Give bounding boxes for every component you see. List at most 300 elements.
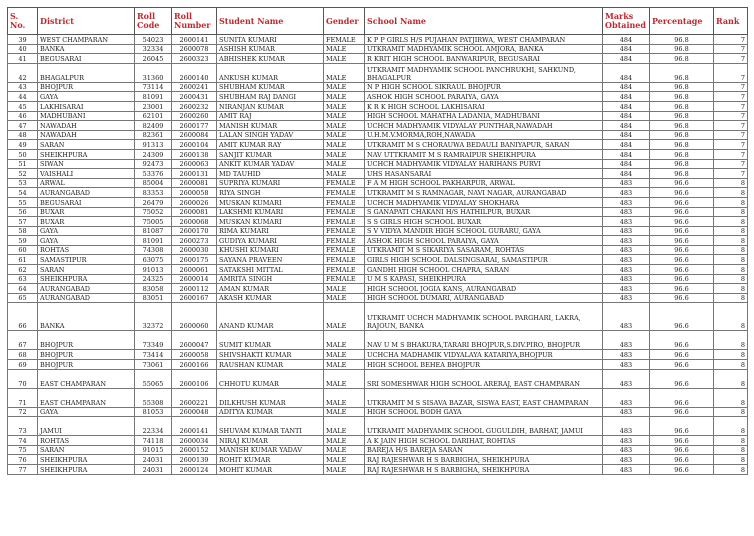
cell-rank: 7	[714, 111, 748, 121]
table-row	[8, 465, 748, 475]
cell-district: BEGUSARAI	[38, 197, 135, 207]
cell-district: EAST CHAMPARAN	[38, 369, 135, 388]
cell-sno: 60	[8, 245, 38, 255]
cell-district: ROHTAS	[38, 245, 135, 255]
cell-marks: 483	[603, 236, 650, 246]
cell-roll-number: 2600060	[172, 303, 217, 331]
cell-student-name: MANISH KUMAR YADAV	[217, 445, 324, 455]
cell-roll-number: 2600026	[172, 197, 217, 207]
cell-sno: 67	[8, 331, 38, 350]
cell-roll-number: 2600084	[172, 130, 217, 140]
cell-rank: 8	[714, 417, 748, 436]
cell-sno: 53	[8, 178, 38, 188]
cell-marks: 483	[603, 217, 650, 227]
table-body	[8, 35, 748, 475]
cell-marks: 483	[603, 417, 650, 436]
cell-gender: MALE	[324, 465, 365, 475]
cell-student-name: SUMIT KUMAR	[217, 331, 324, 350]
cell-rank: 8	[714, 265, 748, 275]
cell-rank: 7	[714, 92, 748, 102]
table-row	[8, 101, 748, 111]
table-row	[8, 121, 748, 131]
cell-percentage: 96.6	[650, 303, 714, 331]
cell-rank: 8	[714, 331, 748, 350]
header-rank: Rank	[714, 8, 748, 35]
cell-school-name: UCHCH MADHYAMIK VIDYALAY SHOKHARA	[365, 197, 603, 207]
cell-sno: 51	[8, 159, 38, 169]
cell-sno: 40	[8, 44, 38, 54]
cell-rank: 8	[714, 455, 748, 465]
cell-sno: 64	[8, 284, 38, 294]
cell-school-name: U M S KAPASI, SHEIKHPURA	[365, 274, 603, 284]
cell-sno: 77	[8, 465, 38, 475]
cell-marks: 484	[603, 101, 650, 111]
cell-gender: MALE	[324, 140, 365, 150]
cell-district: BHAGALPUR	[38, 63, 135, 82]
cell-student-name: MD TAUHID	[217, 169, 324, 179]
cell-school-name: UTKRAMIT M S SISAVA BAZAR, SISWA EAST, EAST CHAMPARAN	[365, 388, 603, 407]
cell-student-name: ANAND KUMAR	[217, 303, 324, 331]
cell-gender: FEMALE	[324, 188, 365, 198]
cell-gender: MALE	[324, 407, 365, 417]
cell-district: BUXAR	[38, 217, 135, 227]
header-percentage: Percentage	[650, 8, 714, 35]
cell-roll-code: 91313	[135, 140, 172, 150]
table-row	[8, 54, 748, 64]
cell-marks: 483	[603, 197, 650, 207]
cell-percentage: 96.6	[650, 360, 714, 370]
cell-roll-number: 2600152	[172, 445, 217, 455]
cell-school-name: GANDHI HIGH SCHOOL CHAPRA, SARAN	[365, 265, 603, 275]
cell-gender: MALE	[324, 445, 365, 455]
cell-marks: 484	[603, 44, 650, 54]
cell-roll-number: 2600058	[172, 188, 217, 198]
cell-roll-number: 2600431	[172, 92, 217, 102]
cell-student-name: KHUSHI KUMARI	[217, 245, 324, 255]
cell-student-name: ANKUSH KUMAR	[217, 63, 324, 82]
cell-district: BEGUSARAI	[38, 54, 135, 64]
cell-district: SARAN	[38, 265, 135, 275]
cell-roll-code: 23001	[135, 101, 172, 111]
table-row	[8, 360, 748, 370]
cell-school-name: HIGH SCHOOL BODH GAYA	[365, 407, 603, 417]
cell-gender: MALE	[324, 388, 365, 407]
cell-school-name: K P P GIRLS H/S PUJAHAN PATJIRWA, WEST CHAMPARAN	[365, 35, 603, 45]
cell-gender: FEMALE	[324, 274, 365, 284]
cell-gender: MALE	[324, 360, 365, 370]
cell-roll-number: 2600124	[172, 465, 217, 475]
table-header-row	[8, 8, 748, 35]
cell-roll-code: 91015	[135, 445, 172, 455]
cell-percentage: 96.6	[650, 207, 714, 217]
table-row	[8, 255, 748, 265]
cell-school-name: RAJ RAJESHWAR H S BARBIGHA, SHEIKHPURA	[365, 465, 603, 475]
cell-rank: 7	[714, 101, 748, 111]
cell-roll-number: 2600063	[172, 159, 217, 169]
cell-roll-code: 82409	[135, 121, 172, 131]
cell-percentage: 96.8	[650, 159, 714, 169]
cell-roll-code: 81091	[135, 236, 172, 246]
cell-district: SAMASTIPUR	[38, 255, 135, 265]
cell-district: SHEIKHPURA	[38, 455, 135, 465]
table-row	[8, 350, 748, 360]
cell-rank: 7	[714, 44, 748, 54]
cell-sno: 42	[8, 63, 38, 82]
cell-school-name: NAV U M S BHAKURA,TARARI BHOJPUR,S.DIV.PIRO, BHOJPUR	[365, 331, 603, 350]
cell-rank: 8	[714, 236, 748, 246]
table-row	[8, 63, 748, 82]
cell-roll-code: 73114	[135, 82, 172, 92]
cell-roll-number: 2600104	[172, 140, 217, 150]
cell-percentage: 96.8	[650, 82, 714, 92]
cell-rank: 8	[714, 303, 748, 331]
cell-student-name: MOHIT KUMAR	[217, 465, 324, 475]
cell-student-name: LALAN SINGH YADAV	[217, 130, 324, 140]
cell-district: SARAN	[38, 445, 135, 455]
cell-marks: 483	[603, 455, 650, 465]
cell-percentage: 96.8	[650, 35, 714, 45]
cell-rank: 8	[714, 284, 748, 294]
cell-district: EAST CHAMPARAN	[38, 388, 135, 407]
table-row	[8, 159, 748, 169]
cell-roll-code: 26479	[135, 197, 172, 207]
cell-roll-code: 73061	[135, 360, 172, 370]
cell-marks: 483	[603, 265, 650, 275]
cell-gender: FEMALE	[324, 35, 365, 45]
cell-marks: 483	[603, 255, 650, 265]
table-row	[8, 169, 748, 179]
cell-school-name: N P HIGH SCHOOL SIKRAUL BHOJPUR	[365, 82, 603, 92]
cell-student-name: SUPRIYA KUMARI	[217, 178, 324, 188]
cell-roll-number: 2600140	[172, 63, 217, 82]
cell-marks: 484	[603, 82, 650, 92]
cell-district: AURANGABAD	[38, 284, 135, 294]
cell-district: BHOJPUR	[38, 350, 135, 360]
cell-district: BHOJPUR	[38, 360, 135, 370]
cell-gender: MALE	[324, 293, 365, 303]
cell-gender: MALE	[324, 455, 365, 465]
cell-roll-code: 75005	[135, 217, 172, 227]
cell-district: SHEIKHPURA	[38, 274, 135, 284]
cell-roll-number: 2600260	[172, 111, 217, 121]
cell-marks: 483	[603, 188, 650, 198]
cell-roll-number: 2600048	[172, 407, 217, 417]
cell-district: GAYA	[38, 236, 135, 246]
cell-percentage: 96.6	[650, 388, 714, 407]
table-row	[8, 445, 748, 455]
cell-roll-number: 2600138	[172, 149, 217, 159]
cell-rank: 8	[714, 197, 748, 207]
cell-marks: 484	[603, 140, 650, 150]
table-row	[8, 226, 748, 236]
cell-sno: 72	[8, 407, 38, 417]
cell-district: BANKA	[38, 44, 135, 54]
cell-rank: 8	[714, 217, 748, 227]
cell-roll-code: 55308	[135, 388, 172, 407]
cell-gender: FEMALE	[324, 207, 365, 217]
cell-marks: 483	[603, 436, 650, 446]
cell-marks: 484	[603, 63, 650, 82]
cell-student-name: SUNITA KUMARI	[217, 35, 324, 45]
cell-roll-number: 2600175	[172, 255, 217, 265]
cell-district: SHEIKHPURA	[38, 149, 135, 159]
table-row	[8, 293, 748, 303]
cell-marks: 484	[603, 159, 650, 169]
cell-rank: 8	[714, 360, 748, 370]
cell-student-name: AMAN KUMAR	[217, 284, 324, 294]
cell-student-name: CHHOTU KUMAR	[217, 369, 324, 388]
cell-percentage: 96.6	[650, 455, 714, 465]
cell-student-name: ABHISHEK KUMAR	[217, 54, 324, 64]
cell-percentage: 96.6	[650, 284, 714, 294]
cell-roll-code: 82361	[135, 130, 172, 140]
header-school-name: School Name	[365, 8, 603, 35]
cell-school-name: RAJ RAJESHWAR H S BARBIGHA, SHEIKHPURA	[365, 455, 603, 465]
cell-gender: MALE	[324, 63, 365, 82]
cell-roll-code: 91013	[135, 265, 172, 275]
cell-student-name: DILKHUSH KUMAR	[217, 388, 324, 407]
cell-roll-code: 74308	[135, 245, 172, 255]
cell-rank: 7	[714, 169, 748, 179]
cell-student-name: AKASH KUMAR	[217, 293, 324, 303]
cell-roll-code: 32372	[135, 303, 172, 331]
cell-marks: 484	[603, 130, 650, 140]
cell-roll-number: 2600166	[172, 360, 217, 370]
cell-percentage: 96.6	[650, 436, 714, 446]
cell-student-name: NIRANJAN KUMAR	[217, 101, 324, 111]
cell-rank: 8	[714, 436, 748, 446]
cell-rank: 7	[714, 130, 748, 140]
table-row	[8, 236, 748, 246]
cell-rank: 8	[714, 274, 748, 284]
cell-school-name: K R K HIGH SCHOOL LAKHISARAI	[365, 101, 603, 111]
cell-percentage: 96.8	[650, 140, 714, 150]
cell-district: LAKHISARAI	[38, 101, 135, 111]
cell-gender: MALE	[324, 369, 365, 388]
cell-marks: 484	[603, 149, 650, 159]
cell-roll-number: 2600112	[172, 284, 217, 294]
cell-percentage: 96.6	[650, 445, 714, 455]
cell-percentage: 96.8	[650, 63, 714, 82]
cell-school-name: UTKRAMIT UCHCH MADHYAMIK SCHOOL PARGHARI, LAKRA, RAJOUN, BANKA	[365, 303, 603, 331]
cell-gender: FEMALE	[324, 245, 365, 255]
cell-school-name: SRI SOMESHWAR HIGH SCHOOL ARERAJ, EAST CHAMPARAN	[365, 369, 603, 388]
cell-marks: 483	[603, 178, 650, 188]
cell-marks: 483	[603, 350, 650, 360]
cell-school-name: HIGH SCHOOL DUMARI, AURANGABAD	[365, 293, 603, 303]
cell-roll-code: 83058	[135, 284, 172, 294]
cell-gender: MALE	[324, 44, 365, 54]
cell-marks: 483	[603, 293, 650, 303]
cell-student-name: MUSKAN KUMARI	[217, 217, 324, 227]
cell-marks: 483	[603, 226, 650, 236]
cell-gender: MALE	[324, 101, 365, 111]
cell-sno: 56	[8, 207, 38, 217]
cell-school-name: HIGH SCHOOL MAHATHA LADANIA, MADHUBANI	[365, 111, 603, 121]
cell-rank: 7	[714, 149, 748, 159]
cell-roll-number: 2600177	[172, 121, 217, 131]
cell-gender: FEMALE	[324, 265, 365, 275]
cell-student-name: MUSKAN KUMARI	[217, 197, 324, 207]
cell-percentage: 96.6	[650, 178, 714, 188]
cell-sno: 49	[8, 140, 38, 150]
cell-student-name: SHIVSHAKTI KUMAR	[217, 350, 324, 360]
cell-percentage: 96.6	[650, 407, 714, 417]
table-row	[8, 274, 748, 284]
header-roll-number: Roll Number	[172, 8, 217, 35]
cell-gender: MALE	[324, 303, 365, 331]
cell-percentage: 96.8	[650, 121, 714, 131]
cell-student-name: MANISH KUMAR	[217, 121, 324, 131]
cell-marks: 483	[603, 465, 650, 475]
cell-sno: 46	[8, 111, 38, 121]
cell-roll-number: 2600061	[172, 265, 217, 275]
cell-sno: 58	[8, 226, 38, 236]
header-sno: S. No.	[8, 8, 38, 35]
cell-percentage: 96.6	[650, 226, 714, 236]
cell-student-name: ANKIT KUMAR YADAV	[217, 159, 324, 169]
cell-roll-code: 74118	[135, 436, 172, 446]
cell-roll-number: 2600068	[172, 217, 217, 227]
cell-roll-code: 62101	[135, 111, 172, 121]
cell-gender: MALE	[324, 82, 365, 92]
table-row	[8, 217, 748, 227]
cell-percentage: 96.8	[650, 101, 714, 111]
table-row	[8, 303, 748, 331]
cell-roll-number: 2600047	[172, 331, 217, 350]
cell-marks: 484	[603, 111, 650, 121]
cell-roll-number: 2600106	[172, 369, 217, 388]
cell-sno: 71	[8, 388, 38, 407]
cell-roll-code: 75052	[135, 207, 172, 217]
header-student-name: Student Name	[217, 8, 324, 35]
cell-student-name: RIYA SINGH	[217, 188, 324, 198]
cell-school-name: UTKRAMIT MADHYAMIK SCHOOL PANCHRUKHI, SAHKUND, BHAGALPUR	[365, 63, 603, 82]
cell-roll-code: 73349	[135, 331, 172, 350]
cell-rank: 8	[714, 445, 748, 455]
cell-student-name: SHUBHAM RAJ DANGI	[217, 92, 324, 102]
cell-sno: 59	[8, 236, 38, 246]
cell-rank: 8	[714, 293, 748, 303]
cell-gender: MALE	[324, 331, 365, 350]
cell-rank: 8	[714, 407, 748, 417]
cell-sno: 39	[8, 35, 38, 45]
cell-roll-number: 2600141	[172, 35, 217, 45]
cell-marks: 484	[603, 92, 650, 102]
table-row	[8, 331, 748, 350]
cell-student-name: SATAKSHI MITTAL	[217, 265, 324, 275]
cell-district: BHOJPUR	[38, 82, 135, 92]
cell-percentage: 96.8	[650, 111, 714, 121]
cell-roll-code: 24031	[135, 455, 172, 465]
cell-percentage: 96.6	[650, 274, 714, 284]
cell-sno: 68	[8, 350, 38, 360]
cell-roll-number: 2600131	[172, 169, 217, 179]
cell-district: AURANGABAD	[38, 293, 135, 303]
cell-marks: 484	[603, 169, 650, 179]
cell-district: BHOJPUR	[38, 331, 135, 350]
cell-student-name: NIRAJ KUMAR	[217, 436, 324, 446]
cell-gender: MALE	[324, 159, 365, 169]
cell-district: SHEIKHPURA	[38, 465, 135, 475]
header-gender: Gender	[324, 8, 365, 35]
header-marks: Marks Obtained	[603, 8, 650, 35]
cell-marks: 483	[603, 369, 650, 388]
cell-percentage: 96.6	[650, 265, 714, 275]
table-row	[8, 44, 748, 54]
table-row	[8, 188, 748, 198]
cell-roll-code: 81053	[135, 407, 172, 417]
cell-percentage: 96.8	[650, 92, 714, 102]
cell-sno: 66	[8, 303, 38, 331]
table-row	[8, 436, 748, 446]
cell-roll-number: 2600323	[172, 54, 217, 64]
cell-roll-number: 2600141	[172, 417, 217, 436]
cell-roll-number: 2600058	[172, 350, 217, 360]
cell-school-name: S V VIDYA MANDIR HIGH SCHOOL GURARU, GAYA	[365, 226, 603, 236]
cell-gender: FEMALE	[324, 197, 365, 207]
cell-district: ROHTAS	[38, 436, 135, 446]
table-row	[8, 130, 748, 140]
cell-school-name: UHS HASANSARAI	[365, 169, 603, 179]
cell-percentage: 96.8	[650, 130, 714, 140]
cell-sno: 43	[8, 82, 38, 92]
cell-marks: 484	[603, 121, 650, 131]
cell-gender: MALE	[324, 121, 365, 131]
cell-student-name: LAKSHMI KUMARI	[217, 207, 324, 217]
cell-percentage: 96.6	[650, 188, 714, 198]
cell-gender: MALE	[324, 111, 365, 121]
cell-district: JAMUI	[38, 417, 135, 436]
cell-roll-code: 63075	[135, 255, 172, 265]
cell-rank: 8	[714, 350, 748, 360]
cell-marks: 484	[603, 54, 650, 64]
cell-sno: 75	[8, 445, 38, 455]
cell-roll-code: 24031	[135, 465, 172, 475]
cell-student-name: ROHIT KUMAR	[217, 455, 324, 465]
cell-percentage: 96.8	[650, 149, 714, 159]
cell-student-name: ADITYA KUMAR	[217, 407, 324, 417]
cell-school-name: A K JAIN HIGH SCHOOL DARIHAT, ROHTAS	[365, 436, 603, 446]
cell-gender: MALE	[324, 149, 365, 159]
cell-marks: 483	[603, 303, 650, 331]
cell-marks: 483	[603, 284, 650, 294]
cell-roll-number: 2600014	[172, 274, 217, 284]
cell-sno: 62	[8, 265, 38, 275]
cell-student-name: RIMA KUMARI	[217, 226, 324, 236]
table-row	[8, 284, 748, 294]
cell-district: WEST CHAMPARAN	[38, 35, 135, 45]
cell-gender: MALE	[324, 436, 365, 446]
cell-student-name: SAYANA PRAVEEN	[217, 255, 324, 265]
cell-school-name: UCHCH MADHYAMIK VIDYALAY HARIHANS PURVI	[365, 159, 603, 169]
cell-school-name: GIRLS HIGH SCHOOL DALSINGSARAI, SAMASTIPUR	[365, 255, 603, 265]
cell-district: AURANGABAD	[38, 188, 135, 198]
cell-school-name: UTKRAMIT M S CHORAUWA BEDAULI BANIYAPUR, SARAN	[365, 140, 603, 150]
cell-percentage: 96.6	[650, 217, 714, 227]
table-row	[8, 35, 748, 45]
cell-sno: 70	[8, 369, 38, 388]
cell-gender: MALE	[324, 350, 365, 360]
cell-rank: 7	[714, 63, 748, 82]
cell-rank: 8	[714, 369, 748, 388]
table-row	[8, 82, 748, 92]
cell-district: MADHUBANI	[38, 111, 135, 121]
cell-district: GAYA	[38, 226, 135, 236]
cell-percentage: 96.8	[650, 44, 714, 54]
cell-school-name: UTKRAMIT MADHYAMIK SCHOOL AMJORA, BANKA	[365, 44, 603, 54]
cell-rank: 8	[714, 178, 748, 188]
